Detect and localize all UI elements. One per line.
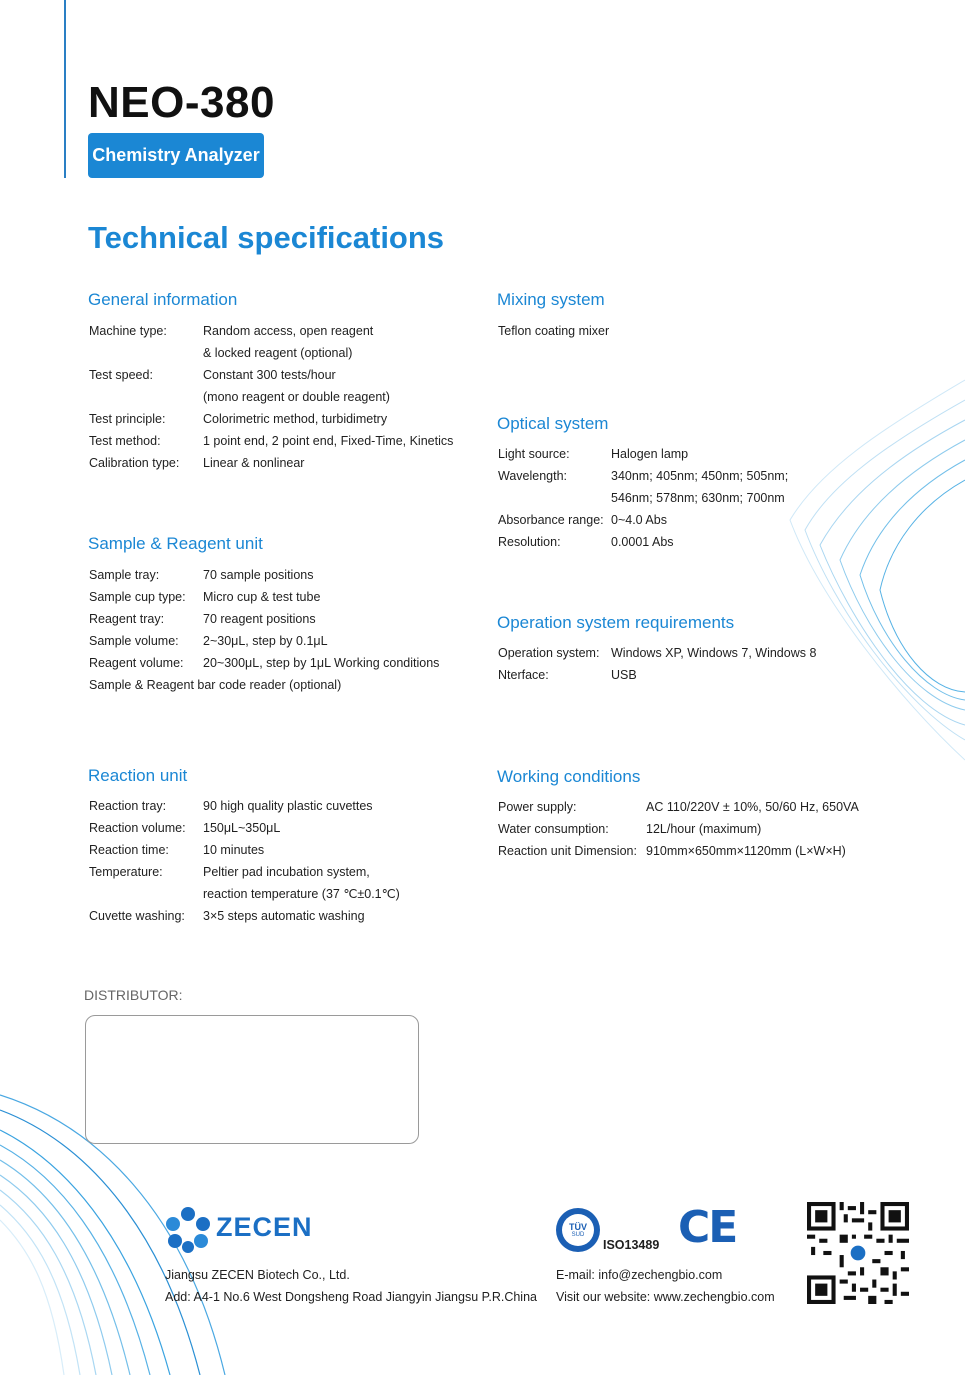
spec-value: Peltier pad incubation system, (203, 865, 370, 879)
spec-label: Water consumption: (498, 822, 609, 836)
os-section-title: Operation system requirements (497, 613, 735, 632)
spec-label: Sample tray: (89, 568, 160, 582)
tuv-sub-label: SUD (571, 1231, 585, 1238)
spec-value: reaction temperature (37 ℃±0.1℃) (203, 887, 400, 901)
spec-label: Temperature: (89, 865, 163, 879)
spec-value: 20~300μL, step by 1μL Working conditions (203, 656, 440, 670)
header-accent-line (64, 0, 66, 178)
company-address: Add: A4-1 No.6 West Dongsheng Road Jiangyin Jiangsu P.R.China (165, 1290, 537, 1304)
spec-value: 70 sample positions (203, 568, 314, 582)
spec-label: Test method: (89, 434, 161, 448)
spec-value: 910mm×650mm×1120mm (L×W×H) (646, 844, 846, 858)
spec-value: AC 110/220V ± 10%, 50/60 Hz, 650VA (646, 800, 859, 814)
spec-label: Nterface: (498, 668, 549, 682)
spec-value: 340nm; 405nm; 450nm; 505nm; (611, 469, 789, 483)
spec-label: Wavelength: (498, 469, 568, 483)
ce-mark: CE (678, 1202, 737, 1253)
spec-value: Micro cup & test tube (203, 590, 321, 604)
spec-label: Calibration type: (89, 456, 180, 470)
mixing-text: Teflon coating mixer (498, 324, 610, 338)
spec-value: 546nm; 578nm; 630nm; 700nm (611, 491, 785, 505)
spec-value: 0~4.0 Abs (611, 513, 667, 527)
spec-label: Sample cup type: (89, 590, 186, 604)
spec-value: USB (611, 668, 637, 682)
distributor-box (85, 1015, 419, 1144)
product-badge: Chemistry Analyzer (88, 133, 264, 178)
mixing-section-title: Mixing system (497, 290, 605, 309)
spec-label: Cuvette washing: (89, 909, 185, 923)
spec-label: Reaction volume: (89, 821, 186, 835)
page-title: Technical specifications (88, 220, 445, 255)
zecen-logo-text: ZECEN (216, 1212, 313, 1242)
general-section-title: General information (88, 290, 238, 309)
tuv-label: TÜV (569, 1221, 587, 1232)
spec-value: 0.0001 Abs (611, 535, 674, 549)
spec-value: Colorimetric method, turbidimetry (203, 412, 388, 426)
contact-email: E-mail: info@zechengbio.com (556, 1268, 723, 1282)
spec-value: 1 point end, 2 point end, Fixed-Time, Kinetics (203, 434, 454, 448)
zecen-logo-icon (163, 1206, 213, 1254)
distributor-label: DISTRIBUTOR: (84, 987, 183, 1003)
spec-note: Sample & Reagent bar code reader (optional) (89, 678, 342, 692)
optical-section-title: Optical system (497, 414, 609, 433)
spec-label: Reagent tray: (89, 612, 165, 626)
spec-value: 3×5 steps automatic washing (203, 909, 365, 923)
spec-value: 150μL~350μL (203, 821, 281, 835)
sample-section-title: Sample & Reagent unit (88, 534, 263, 553)
spec-label: Reaction time: (89, 843, 169, 857)
spec-value: & locked reagent (optional) (203, 346, 353, 360)
spec-label: Reaction tray: (89, 799, 167, 813)
tuv-badge-icon (556, 1208, 600, 1252)
spec-label: Machine type: (89, 324, 167, 338)
spec-value: 90 high quality plastic cuvettes (203, 799, 373, 813)
spec-value: (mono reagent or double reagent) (203, 390, 390, 404)
spec-label: Resolution: (498, 535, 561, 549)
spec-label: Absorbance range: (498, 513, 604, 527)
working-section-title: Working conditions (497, 767, 641, 786)
reaction-section-title: Reaction unit (88, 766, 188, 785)
spec-value: 10 minutes (203, 843, 265, 857)
spec-label: Reaction unit Dimension: (498, 844, 637, 858)
spec-label: Sample volume: (89, 634, 179, 648)
spec-value: Windows XP, Windows 7, Windows 8 (611, 646, 817, 660)
spec-value: Halogen lamp (611, 447, 689, 461)
spec-value: 12L/hour (maximum) (646, 822, 762, 836)
spec-value: Random access, open reagent (203, 324, 374, 338)
iso-certification: ISO13489 (603, 1238, 660, 1252)
contact-website: Visit our website: www.zechengbio.com (556, 1290, 775, 1304)
spec-value: 70 reagent positions (203, 612, 316, 626)
spec-label: Reagent volume: (89, 656, 184, 670)
spec-label: Test principle: (89, 412, 166, 426)
company-name: Jiangsu ZECEN Biotech Co., Ltd. (165, 1268, 350, 1282)
spec-label: Operation system: (498, 646, 600, 660)
qr-code-icon (807, 1202, 909, 1304)
model-name: NEO-380 (88, 78, 275, 127)
spec-value: 2~30μL, step by 0.1μL (203, 634, 328, 648)
spec-value: Linear & nonlinear (203, 456, 305, 470)
spec-label: Test speed: (89, 368, 153, 382)
spec-label: Power supply: (498, 800, 577, 814)
spec-label: Light source: (498, 447, 570, 461)
spec-value: Constant 300 tests/hour (203, 368, 336, 382)
